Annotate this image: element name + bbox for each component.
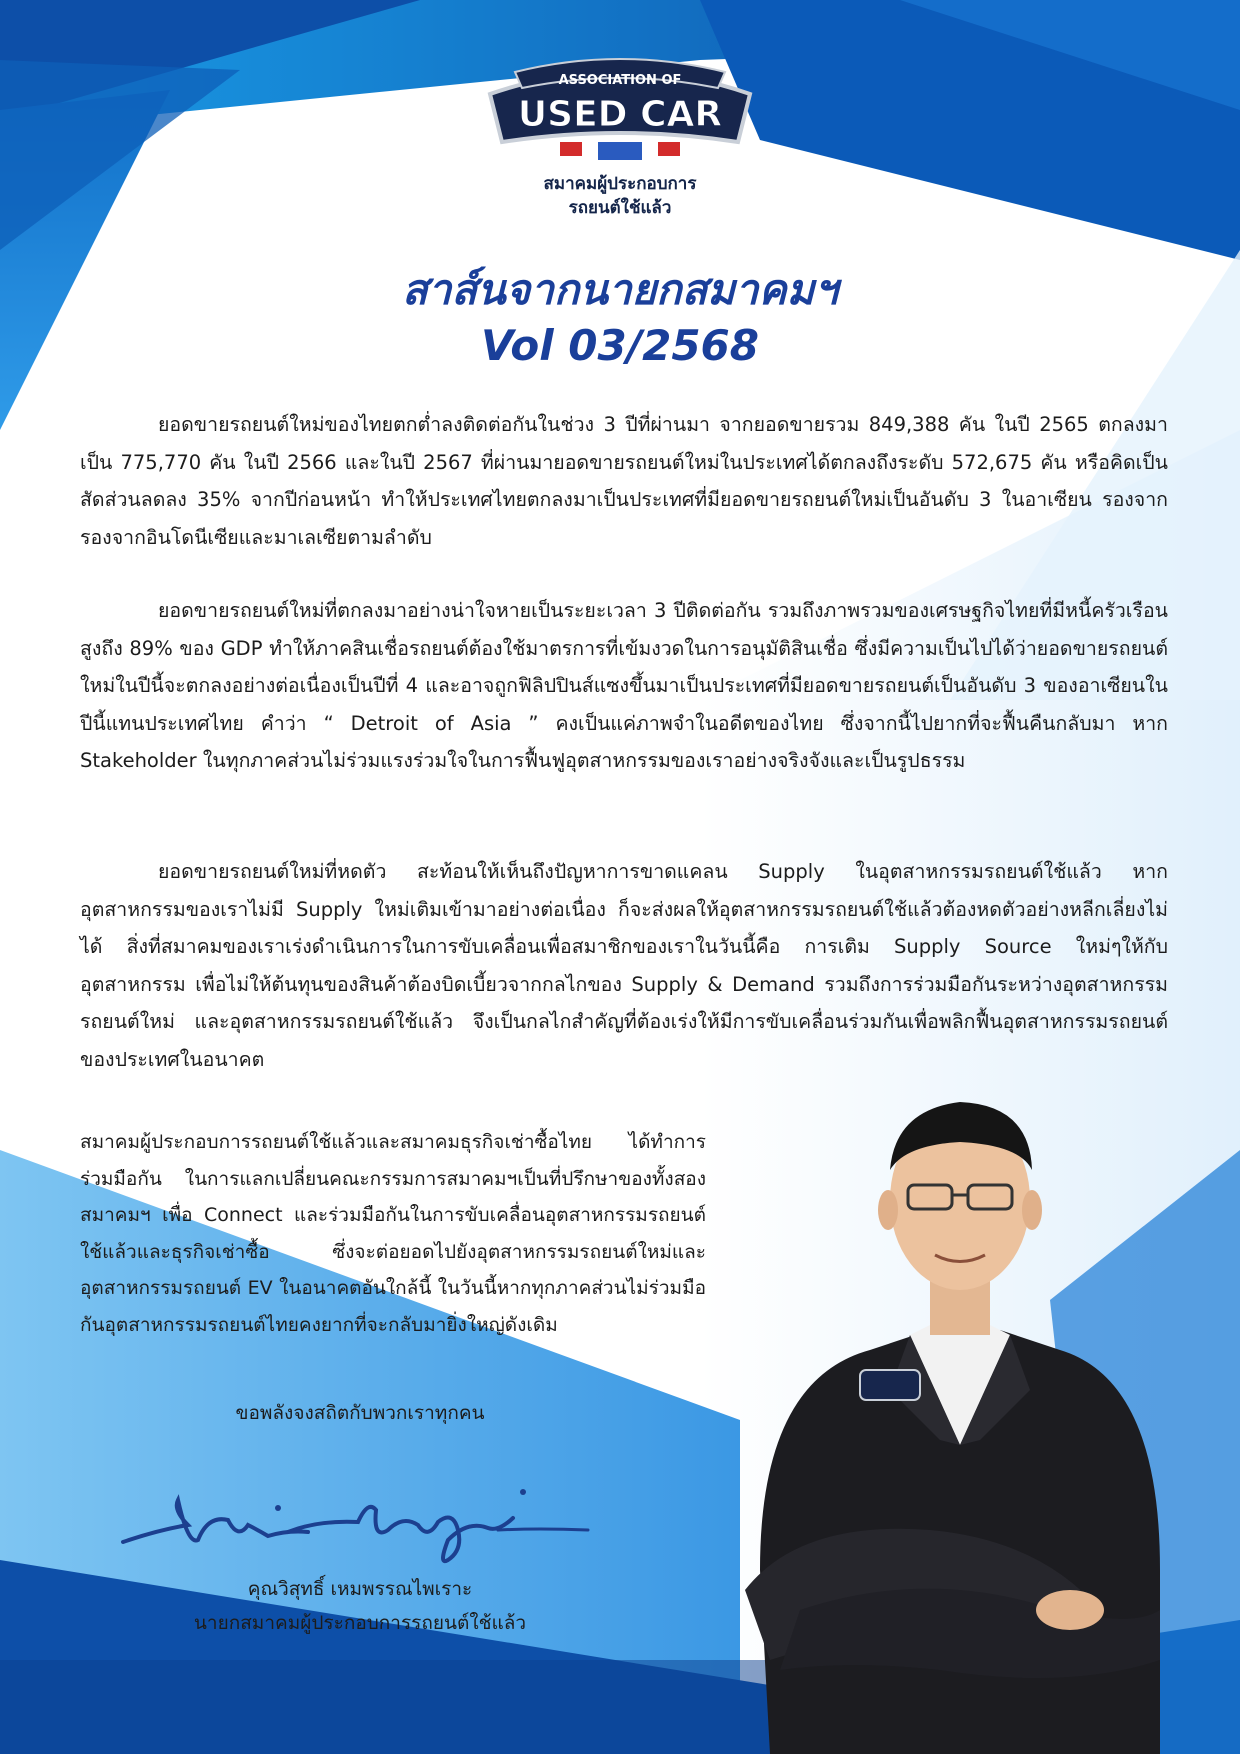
closing-greeting: ขอพลังจงสถิตกับพวกเราทุกคน [235,1402,485,1424]
signature [118,1470,598,1570]
used-car-association-logo [480,54,760,164]
body-paragraph-2: ยอดขายรถยนต์ใหม่ที่ตกลงมาอย่างน่าใจหายเป็นระยะเวลา 3 ปีติดต่อกัน รวมถึงภาพรวมของเศรษฐกิจไทยที่มีหนี้ครัวเรือนสูงถึง 89% ของ GDP ทำให้ภาคสินเชื่อรถยนต์ต้องใช้มาตรการที่เข้มงวดในการอนุมัติสินเชื่อ ซึ่งมีความเป็นไปได้ว่ายอดขายรถยนต์ใหม่ในปีนี้จะตกลงอย่างต่อเนื่องเป็นปีที่ 4 และอาจถูกฟิลิปปินส์แซงขึ้นมาเป็นประเทศที่มียอดขายรถยนต์เป็นอันดับ 3 ของอาเซียนในปีนี้แทนประเทศไทย คำว่า “ Detroit of Asia ” คงเป็นแค่ภาพจำในอดีตของไทย ซึ่งจากนี้ไปยากที่จะฟื้นคืนกลับมา หาก Stakeholder ในทุกภาคส่วนไม่ร่วมแรงร่วมใจในการฟื้นฟูอุตสาหกรรมของเราอย่างจริงจังและเป็นรูปธรรม [80,599,1168,772]
logo-thai-name [470,172,770,220]
logo-top-text: ASSOCIATION OF [558,73,682,88]
logo-thai-line2: รถยนต์ใช้แล้ว [568,198,672,218]
president-portrait [740,1050,1180,1754]
body-paragraph-4: สมาคมผู้ประกอบการรถยนต์ใช้แล้วและสมาคมธุรกิจเช่าซื้อไทย ได้ทำการร่วมมือกัน ในการแลกเปลี่ยนคณะกรรมการสมาคมฯเป็นที่ปรึกษาของทั้งสองสมาคมฯ เพื่อ Connect และร่วมมือกันในการขับเคลื่อนอุตสาหกรรมรถยนต์ใช้แล้วและธุรกิจเช่าซื้อ ซึ่งจะต่อยอดไปยังอุตสาหกรรมรถยนต์ใหม่และอุตสาหกรรมรถยนต์ EV ในอนาคตอันใกล้นี้ ในวันนี้หากทุกภาคส่วนไม่ร่วมมือกันอุตสาหกรรมรถยนต์ไทยคงยากที่จะกลับมายิ่งใหญ่ดังเดิม [80,1131,706,1336]
body-paragraph-3: ยอดขายรถยนต์ใหม่ที่หดตัว สะท้อนให้เห็นถึงปัญหาการขาดแคลน Supply ในอุตสาหกรรมรถยนต์ใช้แล้ว หากอุตสาหกรรมของเราไม่มี Supply ใหม่เติมเข้ามาอย่างต่อเนื่อง ก็จะส่งผลให้อุตสาหกรรมรถยนต์ใช้แล้วต้องหดตัวอย่างหลีกเลี่ยงไม่ได้ สิ่งที่สมาคมของเราเร่งดำเนินการในการขับเคลื่อนเพื่อสมาชิกของเราในวันนี้คือ การเติม Supply Source ใหม่ๆให้กับอุตสาหกรรม เพื่อไม่ให้ต้นทุนของสินค้าต้องบิดเบี้ยวจากกลไกของ Supply & Demand รวมถึงการร่วมมือกันระหว่างอุตสาหกรรมรถยนต์ใหม่ และอุตสาหกรรมรถยนต์ใช้แล้ว จึงเป็นกลไกสำคัญที่ต้องเร่งให้มีการขับเคลื่อนร่วมกันเพื่อพลิกฟื้นอุตสาหกรรมรถยนต์ของประเทศในอนาคต [80,860,1168,1071]
logo-thai-line1: สมาคมผู้ประกอบการ [543,174,697,194]
title-line1: สาส์นจากนายกสมาคมฯ [402,265,838,314]
logo-main-text: USED CAR [517,94,723,135]
signer-name: คุณวิสุทธิ์ เหมพรรณไพเราะ [247,1578,473,1600]
signer-block [150,1572,570,1640]
title-line2: Vol 03/2568 [480,321,759,370]
signer-position: นายกสมาคมผู้ประกอบการรถยนต์ใช้แล้ว [193,1612,527,1634]
page-title [300,262,940,374]
body-paragraph-1: ยอดขายรถยนต์ใหม่ของไทยตกต่ำลงติดต่อกันในช่วง 3 ปีที่ผ่านมา จากยอดขายรวม 849,388 คัน ในปี 2565 ตกลงมาเป็น 775,770 คัน ในปี 2566 และในปี 2567 ที่ผ่านมายอดขายรถยนต์ใหม่ในประเทศได้ตกลงถึงระดับ 572,675 คัน หรือคิดเป็นสัดส่วนลดลง 35% จากปีก่อนหน้า ทำให้ประเทศไทยตกลงมาเป็นประเทศที่มียอดขายรถยนต์ใหม่เป็นอันดับ 3 ในอาเซียน รองจากรองจากอินโดนีเซียและมาเลเซียตามลำดับ [80,413,1168,549]
